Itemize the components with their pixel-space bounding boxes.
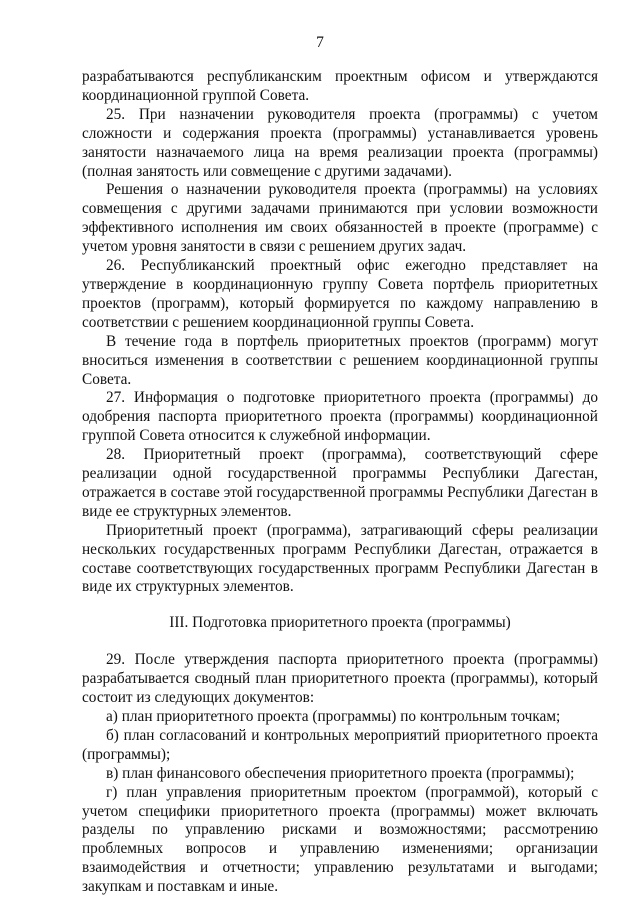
paragraph: г) план управления приоритетным проектом (программой), который с учетом специфики приоритетного проекта (программы) может включать разделы по управлению рисками и возможностями; рассмотрению проблемных вопросов и управлению изменениями; организации взаимодействия и отчетности; управлению результатами и выгодами; закупкам и поставкам и иные. [82, 783, 598, 896]
paragraph: 29. После утверждения паспорта приоритетного проекта (программы) разрабатывается сводный план приоритетного проекта (программы), который состоит из следующих документов: [82, 651, 598, 707]
paragraph: а) план приоритетного проекта (программы) по контрольным точкам; [106, 708, 561, 725]
paragraph: 26. Республиканский проектный офис ежегодно представляет на утверждение в координационную группу Совета портфель приоритетных проектов (программ), который формируется по каждому направлению в соответствии с решением координационной группы Совета. [82, 257, 598, 331]
paragraph: Приоритетный проект (программа), затрагивающий сферы реализации нескольких государственных программ Республики Дагестан, отражается в составе соответствующих государственных программ Республики Дагестан в виде их структурных элементов. [82, 521, 598, 596]
paragraph: б) план согласований и контрольных мероприятий приоритетного проекта (программы); [82, 726, 598, 763]
paragraphs-after-section [82, 651, 598, 897]
paragraph: 28. Приоритетный проект (программа), соответствующий сфере реализации одной государственной программы Республики Дагестан, отражается в составе этой государственной программы Республики Дагестан в виде ее структурных элементов. [82, 446, 598, 520]
paragraph: 25. При назначении руководителя проекта (программы) с учетом сложности и содержания проекта (программы) устанавливается уровень занятости назначаемого лица на время реализации проекта (программы) (полная занятость или совмещение с другими задачами). [82, 105, 598, 180]
paragraph: разрабатываются республиканским проектным офисом и утверждаются координационной группой Совета. [82, 68, 598, 104]
paragraphs-before-section [82, 68, 598, 597]
document-body [82, 68, 598, 897]
page-number: 7 [316, 34, 324, 51]
paragraph: в) план финансового обеспечения приоритетного проекта (программы); [106, 764, 575, 782]
paragraph: Решения о назначении руководителя проекта (программы) на условиях совмещения с другими задачами принимаются при условии возможности эффективного исполнения им своих обязанностей в проекте (программе) с учетом уровня занятости в связи с решением других задач. [82, 181, 598, 256]
paragraph: В течение года в портфель приоритетных проектов (программ) могут вноситься изменения в соответствии с решением координационной группы Совета. [82, 332, 598, 388]
paragraph: 27. Информация о подготовке приоритетного проекта (программы) до одобрения паспорта приоритетного проекта (программы) координационной группой Совета относится к служебной информации. [82, 389, 598, 445]
section-title: III. Подготовка приоритетного проекта (программы) [169, 614, 511, 632]
